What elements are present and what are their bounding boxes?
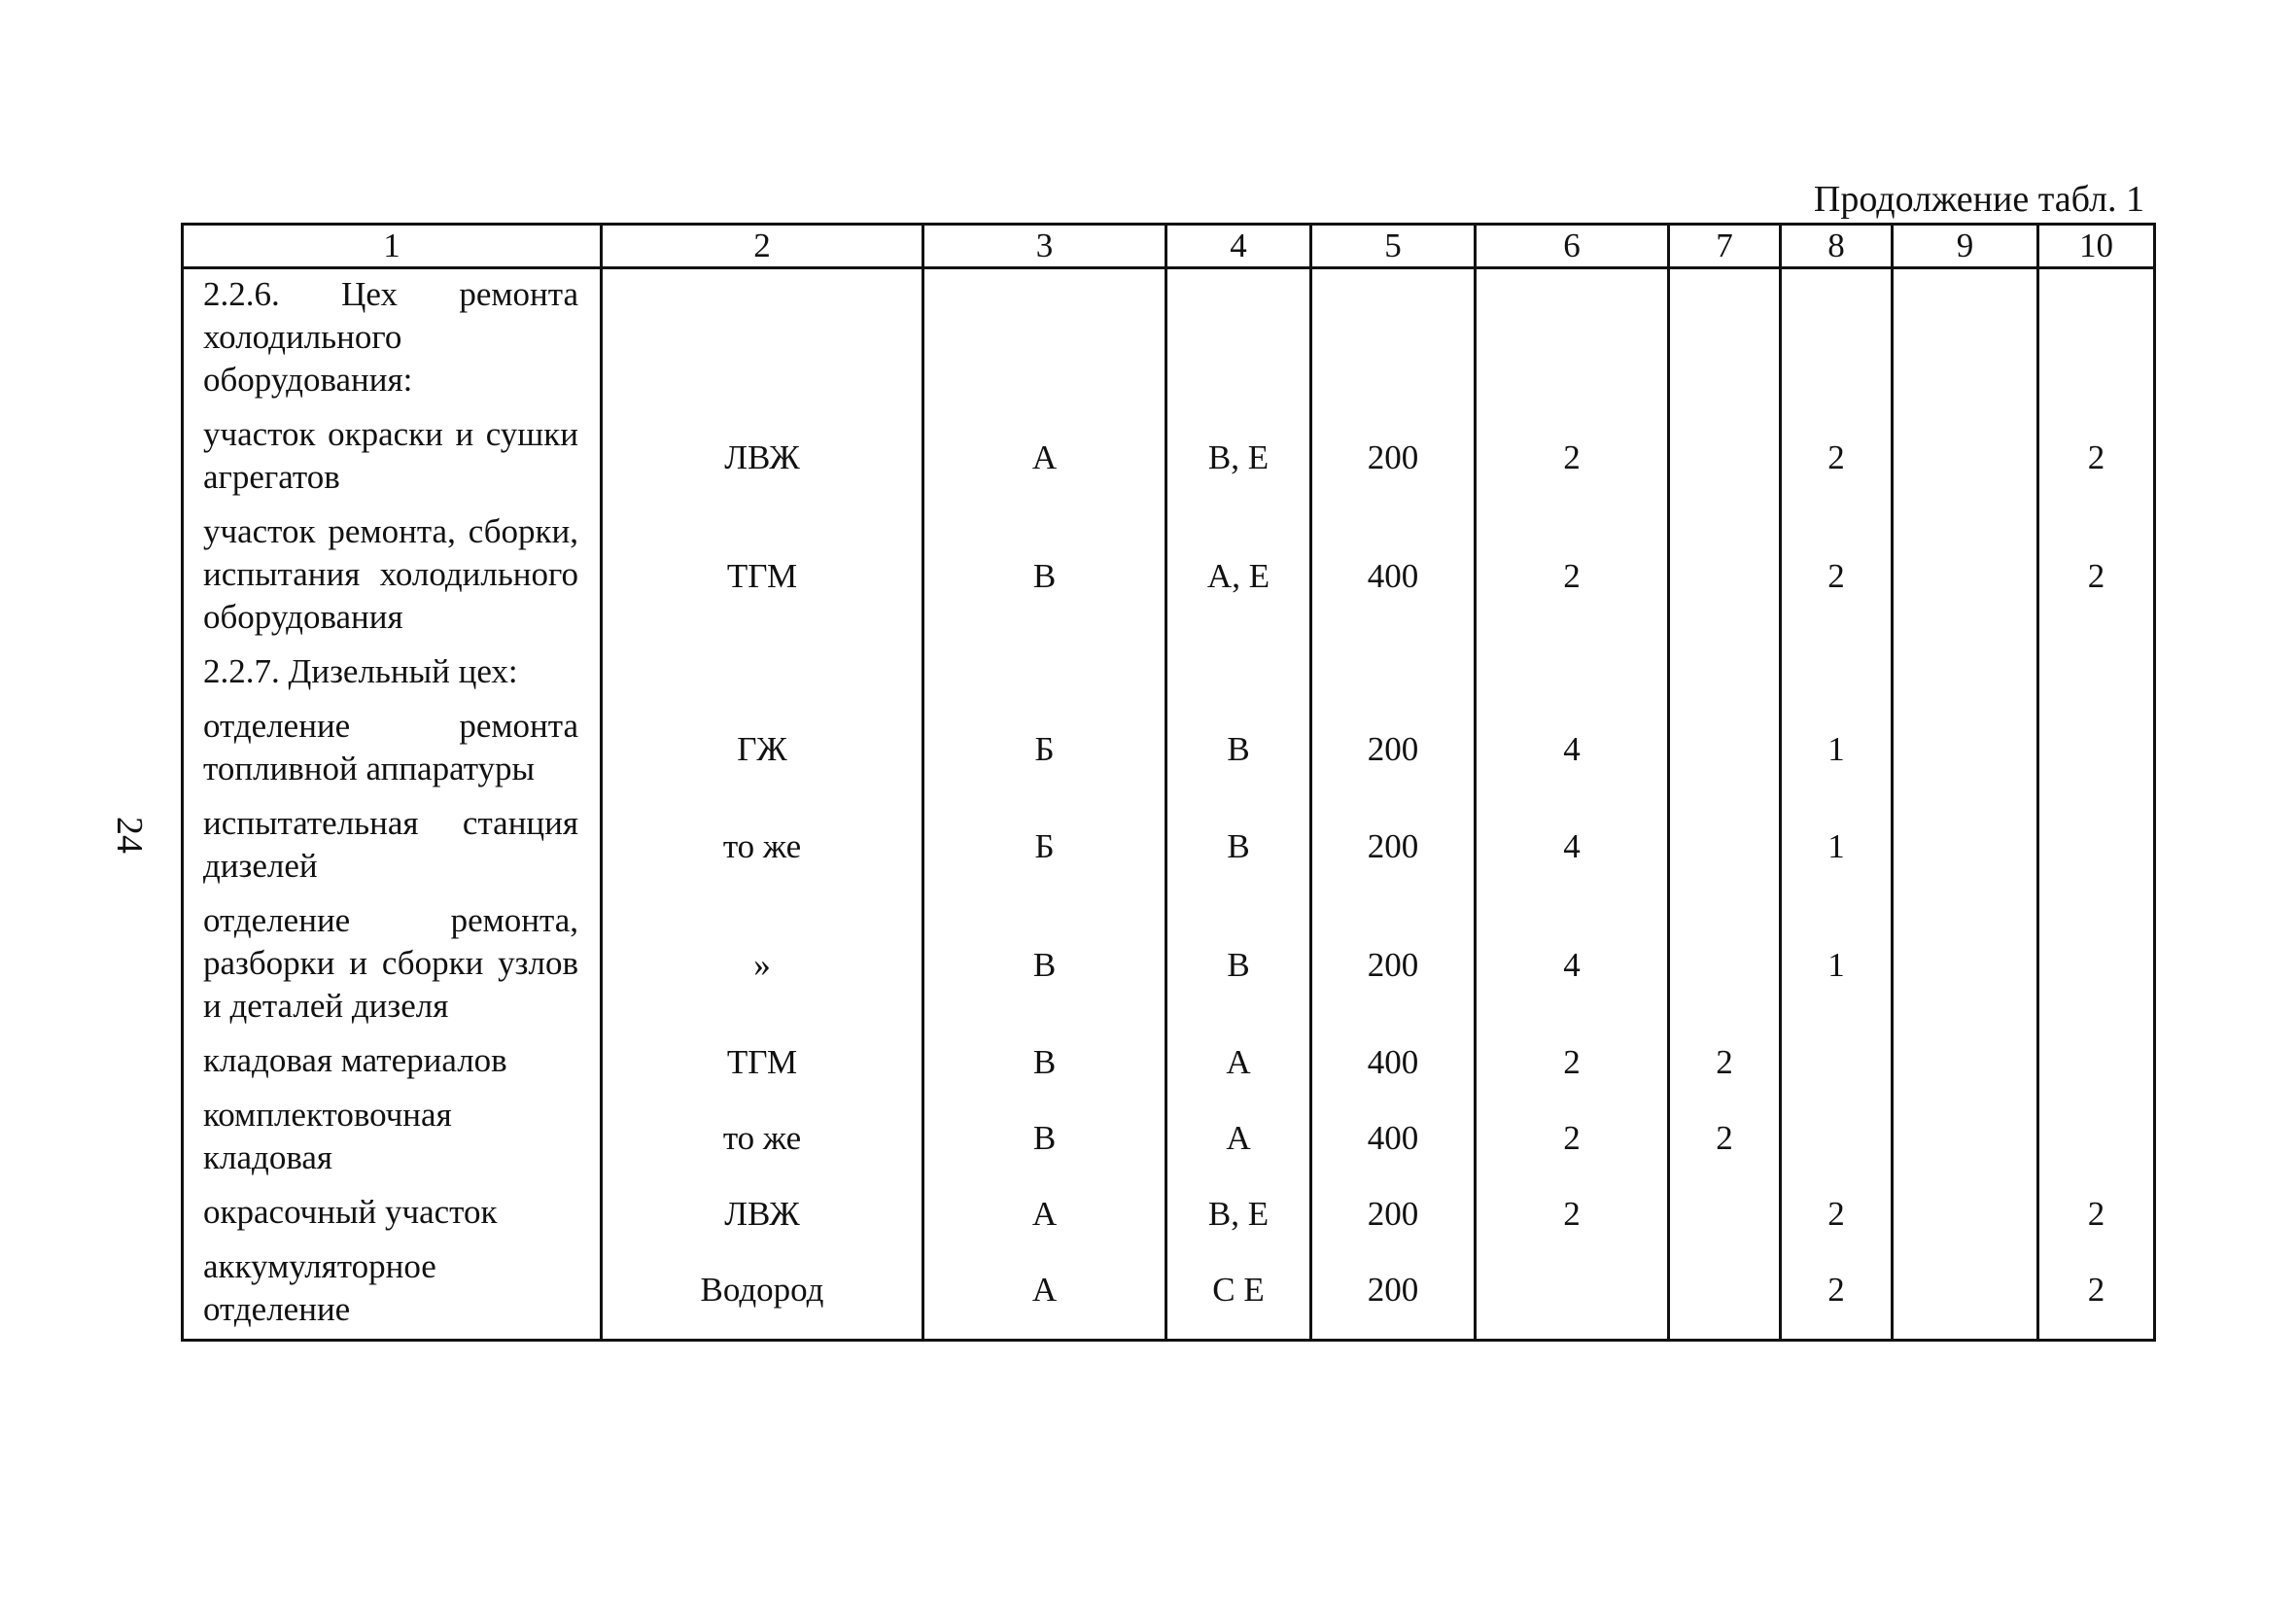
table-cell: 2 bbox=[2038, 409, 2155, 507]
table-cell bbox=[1476, 268, 1669, 410]
table-cell: 2 bbox=[1476, 507, 1669, 647]
table-cell: 400 bbox=[1311, 1035, 1476, 1090]
row-name-cell: 2.2.6. Цех ремонта холодильного оборудования: bbox=[183, 268, 602, 410]
table-cell bbox=[1781, 1035, 1893, 1090]
table-cell: В bbox=[1166, 798, 1311, 895]
table-cell: 200 bbox=[1311, 1187, 1476, 1241]
column-header: 1 bbox=[183, 225, 602, 268]
table-cell: А bbox=[923, 1187, 1166, 1241]
table-cell: 2 bbox=[1781, 1187, 1893, 1241]
table-cell: 2 bbox=[1476, 409, 1669, 507]
table-cell: А bbox=[1166, 1035, 1311, 1090]
table-cell bbox=[2038, 268, 2155, 410]
table-cell bbox=[2038, 647, 2155, 701]
table-cell bbox=[1669, 409, 1781, 507]
table-cell: ГЖ bbox=[602, 701, 923, 798]
table-cell: ЛВЖ bbox=[602, 1187, 923, 1241]
table-cell bbox=[1893, 507, 2038, 647]
table-cell bbox=[1311, 647, 1476, 701]
table-row bbox=[183, 507, 2155, 647]
table-cell bbox=[1166, 647, 1311, 701]
table-cell: ТГМ bbox=[602, 1035, 923, 1090]
table-cell: А bbox=[1166, 1090, 1311, 1187]
row-name-cell: отделение ремонта, разборки и сборки узлов и деталей дизеля bbox=[183, 895, 602, 1035]
table-cell bbox=[1893, 1090, 2038, 1187]
row-name-cell: участок ремонта, сборки, испытания холодильного оборудования bbox=[183, 507, 602, 647]
table-cell bbox=[923, 647, 1166, 701]
table-cell: 200 bbox=[1311, 701, 1476, 798]
table-cell bbox=[1669, 647, 1781, 701]
table-cell: А bbox=[923, 409, 1166, 507]
table-cell: 2 bbox=[1476, 1187, 1669, 1241]
table-cell bbox=[1669, 507, 1781, 647]
table-cell: 4 bbox=[1476, 701, 1669, 798]
table-cell: В bbox=[923, 507, 1166, 647]
column-header: 3 bbox=[923, 225, 1166, 268]
row-name-cell: отделение ремонта топливной аппаратуры bbox=[183, 701, 602, 798]
table-cell: 1 bbox=[1781, 895, 1893, 1035]
row-name-cell: комплектовочная кладовая bbox=[183, 1090, 602, 1187]
table-cell: 2 bbox=[1781, 507, 1893, 647]
table-cell: 2 bbox=[1669, 1090, 1781, 1187]
table-caption: Продолжение табл. 1 bbox=[1813, 179, 2144, 220]
table-cell bbox=[1166, 268, 1311, 410]
table-cell: 4 bbox=[1476, 895, 1669, 1035]
row-name-cell: аккумуляторное отделение bbox=[183, 1241, 602, 1341]
table-cell: 4 bbox=[1476, 798, 1669, 895]
table-cell bbox=[602, 268, 923, 410]
table-body bbox=[183, 268, 2155, 1341]
column-header: 2 bbox=[602, 225, 923, 268]
row-name-cell: участок окраски и сушки агрегатов bbox=[183, 409, 602, 507]
column-header: 7 bbox=[1669, 225, 1781, 268]
table-cell: А, Е bbox=[1166, 507, 1311, 647]
table-header bbox=[183, 225, 2155, 268]
table-cell: 2 bbox=[2038, 1241, 2155, 1341]
table-row bbox=[183, 1090, 2155, 1187]
page-number: 24 bbox=[109, 817, 150, 854]
table-cell bbox=[1476, 1241, 1669, 1341]
table-row bbox=[183, 1241, 2155, 1341]
table-cell bbox=[1893, 1035, 2038, 1090]
table-cell bbox=[2038, 701, 2155, 798]
table-cell: 2 bbox=[1669, 1035, 1781, 1090]
table-cell: 2 bbox=[1476, 1035, 1669, 1090]
table-row bbox=[183, 647, 2155, 701]
table-row bbox=[183, 798, 2155, 895]
table-cell bbox=[1669, 1241, 1781, 1341]
column-header: 5 bbox=[1311, 225, 1476, 268]
table-cell: В bbox=[923, 1090, 1166, 1187]
table-cell: то же bbox=[602, 1090, 923, 1187]
table-cell bbox=[1669, 701, 1781, 798]
table-cell bbox=[2038, 895, 2155, 1035]
table-cell bbox=[1893, 1187, 2038, 1241]
table-cell: » bbox=[602, 895, 923, 1035]
table-cell: 400 bbox=[1311, 507, 1476, 647]
table-cell bbox=[602, 647, 923, 701]
column-header: 10 bbox=[2038, 225, 2155, 268]
row-name-cell: 2.2.7. Дизельный цех: bbox=[183, 647, 602, 701]
table-cell bbox=[2038, 798, 2155, 895]
table-row bbox=[183, 1187, 2155, 1241]
table-row bbox=[183, 1035, 2155, 1090]
table-cell bbox=[1476, 647, 1669, 701]
table-row bbox=[183, 268, 2155, 410]
table-cell: ТГМ bbox=[602, 507, 923, 647]
table-cell: 200 bbox=[1311, 798, 1476, 895]
column-header: 4 bbox=[1166, 225, 1311, 268]
row-name-cell: окрасочный участок bbox=[183, 1187, 602, 1241]
table-cell bbox=[1669, 798, 1781, 895]
table-cell: А bbox=[923, 1241, 1166, 1341]
table-row bbox=[183, 895, 2155, 1035]
table-cell: ЛВЖ bbox=[602, 409, 923, 507]
table-cell: 2 bbox=[1781, 409, 1893, 507]
table-cell bbox=[1893, 895, 2038, 1035]
table-cell: В bbox=[923, 895, 1166, 1035]
table-cell bbox=[1781, 647, 1893, 701]
table-row bbox=[183, 409, 2155, 507]
table-cell: то же bbox=[602, 798, 923, 895]
column-header: 8 bbox=[1781, 225, 1893, 268]
table-cell: 200 bbox=[1311, 1241, 1476, 1341]
table-cell: Водород bbox=[602, 1241, 923, 1341]
table-cell bbox=[1781, 268, 1893, 410]
header-row bbox=[183, 225, 2155, 268]
table-cell: 1 bbox=[1781, 701, 1893, 798]
table-cell bbox=[1669, 268, 1781, 410]
table-cell bbox=[1669, 1187, 1781, 1241]
table-cell bbox=[1893, 798, 2038, 895]
column-header: 9 bbox=[1893, 225, 2038, 268]
table-cell: 400 bbox=[1311, 1090, 1476, 1187]
table-cell bbox=[1311, 268, 1476, 410]
table-cell: В bbox=[1166, 701, 1311, 798]
data-table bbox=[181, 223, 2156, 1342]
table-cell bbox=[1893, 1241, 2038, 1341]
table-cell: С Е bbox=[1166, 1241, 1311, 1341]
table-cell bbox=[1893, 268, 2038, 410]
table-cell: В, Е bbox=[1166, 1187, 1311, 1241]
table-cell: В bbox=[923, 1035, 1166, 1090]
row-name-cell: кладовая материалов bbox=[183, 1035, 602, 1090]
table-cell bbox=[923, 268, 1166, 410]
table-cell: Б bbox=[923, 798, 1166, 895]
table-cell: 2 bbox=[1781, 1241, 1893, 1341]
table-row bbox=[183, 701, 2155, 798]
table-cell: 200 bbox=[1311, 895, 1476, 1035]
table-cell bbox=[1669, 895, 1781, 1035]
row-name-cell: испытательная станция дизелей bbox=[183, 798, 602, 895]
table-cell: 200 bbox=[1311, 409, 1476, 507]
table-cell bbox=[2038, 1035, 2155, 1090]
column-header: 6 bbox=[1476, 225, 1669, 268]
table-cell bbox=[1893, 701, 2038, 798]
table-cell: Б bbox=[923, 701, 1166, 798]
table-cell: 2 bbox=[1476, 1090, 1669, 1187]
table-cell: 2 bbox=[2038, 1187, 2155, 1241]
table-cell bbox=[2038, 1090, 2155, 1187]
table-cell bbox=[1893, 647, 2038, 701]
table-cell bbox=[1781, 1090, 1893, 1187]
table-cell bbox=[1893, 409, 2038, 507]
table-cell: 1 bbox=[1781, 798, 1893, 895]
table-cell: В, Е bbox=[1166, 409, 1311, 507]
table-cell: В bbox=[1166, 895, 1311, 1035]
table-cell: 2 bbox=[2038, 507, 2155, 647]
